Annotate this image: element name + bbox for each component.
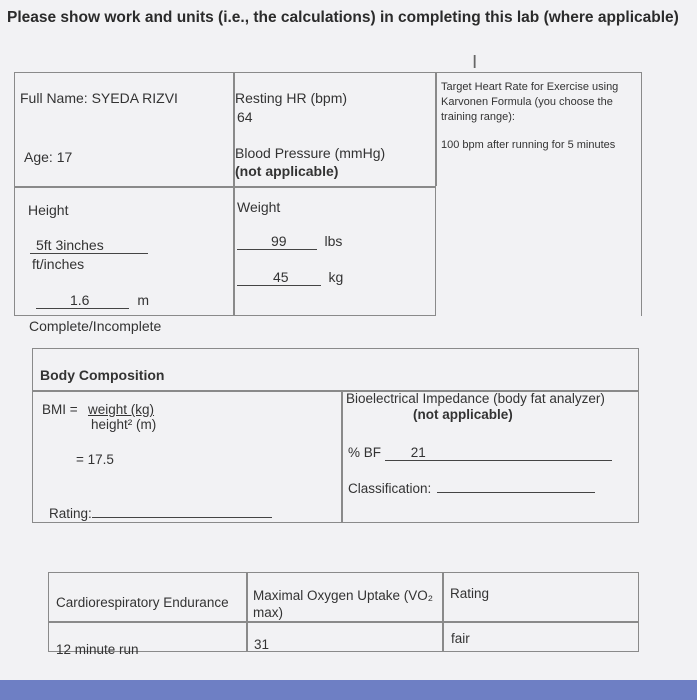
target-hr-value: 100 bpm after running for 5 minutes — [441, 139, 616, 151]
table-divider — [14, 186, 436, 188]
complete-status-label: Complete/Incomplete — [29, 318, 162, 334]
cardio-rating-value: fair — [451, 631, 470, 646]
table-divider — [341, 390, 343, 523]
bmi-numerator: weight (kg) — [88, 402, 155, 417]
table-divider — [48, 621, 639, 623]
blood-pressure-note: (not applicable) — [235, 163, 339, 179]
page-heading: Please show work and units (i.e., the calculations) in completing this lab (where applicable) — [7, 9, 679, 26]
body-fat-field: % BF 21 — [348, 445, 612, 461]
bmi-denominator: height² (m) — [91, 417, 157, 432]
bia-note: (not applicable) — [413, 407, 513, 422]
cardio-test-name: 12 minute run — [56, 642, 139, 657]
weight-kg-field: 45 kg — [237, 269, 343, 286]
vo2-max-value: 31 — [254, 637, 270, 652]
classification-field: Classification: — [348, 480, 595, 496]
height-unit-label: ft/inches — [32, 256, 85, 272]
table-divider — [246, 572, 248, 652]
rating-field: Rating: — [49, 505, 272, 521]
bmi-label: BMI = — [42, 402, 78, 417]
body-composition-title: Body Composition — [40, 367, 165, 383]
weight-lbs-field: 99 lbs — [237, 233, 342, 250]
full-name-text: Full Name: SYEDA RIZVI — [20, 90, 178, 106]
text-cursor-icon: I — [472, 52, 478, 73]
height-m-field: 1.6 m — [36, 292, 149, 309]
bmi-value: = 17.5 — [76, 452, 114, 467]
target-hr-label: Target Heart Rate for Exercise using Karvonen Formula (you choose the training range): — [441, 81, 619, 123]
weight-label: Weight — [237, 199, 281, 215]
screen-bottom-bar — [0, 680, 697, 700]
resting-hr-value: 64 — [237, 109, 253, 125]
height-label: Height — [28, 202, 69, 218]
table-divider — [442, 572, 444, 652]
blood-pressure-label: Blood Pressure (mmHg) — [235, 145, 386, 161]
cardio-label: Cardiorespiratory Endurance — [56, 595, 229, 610]
age-text: Age: 17 — [24, 149, 73, 165]
vo2-max-label: Maximal Oxygen Uptake (VO₂ max) — [253, 588, 434, 620]
cardio-rating-label: Rating — [450, 586, 490, 601]
bia-label: Bioelectrical Impedance (body fat analyzer) — [346, 391, 605, 406]
resting-hr-label: Resting HR (bpm) — [235, 90, 348, 106]
table-divider — [233, 72, 235, 316]
height-ft-field: 5ft 3inches — [30, 237, 148, 254]
